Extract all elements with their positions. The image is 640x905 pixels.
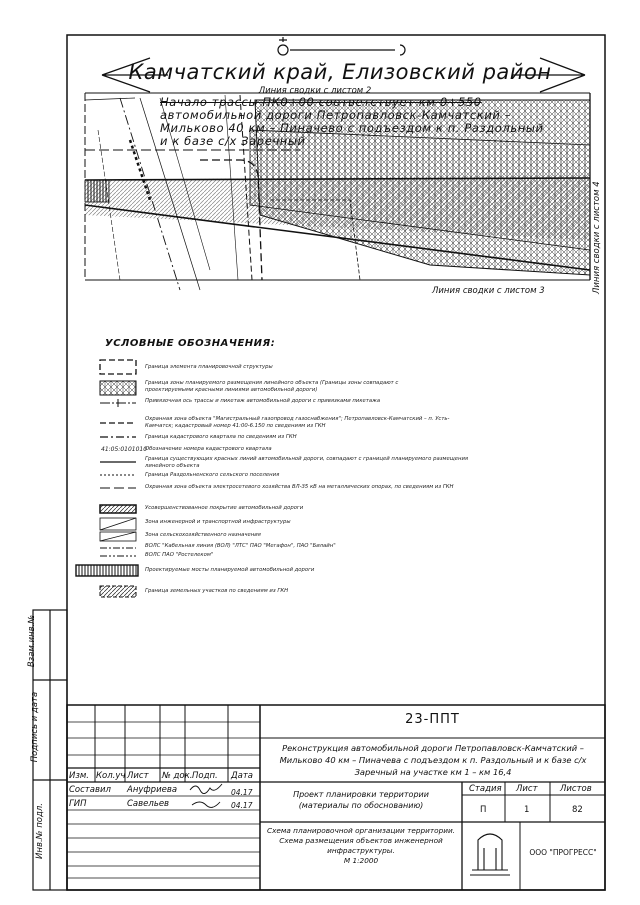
legend-item-12: Зона сельскохозяйственного назначения [145, 532, 261, 538]
scheme-desc-line: М 1:2000 [343, 856, 379, 865]
legend-title: УСЛОВНЫЕ ОБОЗНАЧЕНИЯ: [105, 338, 276, 349]
header-data: Дата [231, 771, 254, 781]
company-name: ООО "ПРОГРЕСС" [529, 848, 597, 857]
svodka-top-label: Линия сводки с листом 2 [258, 86, 372, 96]
legend-item-7: Граница существующих красных линий автомобильной дороги, совпадают с границей планируемого размещения линейного объекта [145, 456, 469, 469]
north-symbol-icon [278, 37, 405, 55]
row-role: ГИП [69, 799, 87, 809]
cadastral-quarter-number: 41:05:0101010 [101, 446, 148, 453]
header-list: Лист [127, 771, 149, 781]
project-desc-line: Проект планировки территории [293, 790, 429, 799]
scheme-desc-line: инфраструктуры. [327, 846, 395, 855]
project-desc [262, 789, 460, 811]
stage-value: П [480, 805, 487, 815]
legend-symbol-1 [100, 360, 136, 374]
header-izm: Изм. [69, 771, 89, 781]
legend-item-1: Граница элемента планировочной структуры [145, 364, 273, 370]
project-desc-line: (материалы по обоснованию) [298, 801, 424, 810]
listov-header: Листов [560, 784, 592, 794]
legend-item-16: Граница земельных участков по сведениям из ГКН [145, 588, 289, 594]
header-kol-uch: Кол.уч [96, 771, 126, 781]
legend-item-5: Граница кадастрового квартала по сведениям из ГКН [145, 434, 297, 440]
project-title-line: Мильково 40 км – Пиначева с подъездом к п. Раздольный и к базе с/х [279, 755, 587, 765]
scheme-desc-line: Схема размещения объектов инженерной [279, 836, 443, 845]
row-name: Ануфриева [127, 785, 178, 795]
legend-item-6: Обозначение номера кадастрового квартала [145, 446, 272, 452]
bridge-hatch [85, 180, 109, 202]
project-title [262, 742, 604, 778]
legend-symbol-10 [100, 505, 136, 513]
company-logo-icon [470, 834, 510, 875]
start-note-line: и к базе с/х Заречный [160, 134, 306, 148]
legend-symbol-2 [100, 381, 136, 395]
scheme-desc-line: Схема планировочной организации территории. [266, 826, 456, 835]
legend-item-8: Граница Раздольненского сельского поселения [145, 472, 280, 478]
legend-item-9: Охранная зона объекта электросетевого хозяйства ВЛ-35 кВ на металлических опорах, по сведениям из ГКН [145, 484, 454, 490]
legend-item-11: Зона инженерной и транспортной инфраструктуры [145, 519, 291, 525]
legend-item-15: Проектируемые мосты планируемой автомобильной дороги [145, 567, 315, 573]
listov-value: 82 [572, 805, 583, 815]
list-value: 1 [524, 805, 530, 815]
legend-symbols [76, 360, 138, 597]
region-title: Камчатский край, Елизовский район [128, 60, 552, 84]
document-code: 23-ППТ [405, 712, 460, 727]
svodka-right-label: Линия сводки с листом 4 [592, 181, 602, 294]
inv-podl-label: Инв.№ подл. [34, 803, 45, 859]
legend-item-4: Охранная зона объекта "Магистральный газопровод газоснабжения"; Петропавловск-Камчатский – п. Усть-Камчатск; кадастровый номер 41:00-6.150 по сведениям из ГКН [145, 416, 450, 429]
legend-item-3: Привязочная ось трассы и пикетаж автомобильной дороги с привязками пикетажа [145, 398, 381, 404]
stage-header: Стадия [469, 784, 502, 794]
legend-item-10: Усовершенствованное покрытие автомобильной дороги [145, 505, 304, 511]
legend-item-13: ВОЛС "Кабельная линия (ВОЛ) "ЛТС" ПАО "Мегафон", ПАО "Билайн" [145, 543, 336, 549]
podpis-data-label: Подпись и дата [30, 691, 41, 763]
start-note-line: Мильково 40 км – Пиначево с подъездом к п. Раздольный [160, 121, 544, 135]
start-note [160, 96, 590, 148]
scheme-desc [262, 826, 460, 866]
header-podp: Подп. [192, 771, 218, 781]
list-header: Лист [516, 784, 538, 794]
row-date: 04.17 [231, 801, 253, 810]
legend-symbol-16 [100, 586, 136, 597]
project-title-line: Заречный на участке км 1 – км 16,4 [354, 767, 512, 777]
project-title-line: Реконструкция автомобильной дороги Петропавловск-Камчатский – [282, 743, 584, 753]
row-role: Составил [69, 785, 111, 795]
start-note-line: автомобильной дороги Петропавловск-Камчатский – [160, 108, 512, 122]
legend-symbol-15 [76, 565, 138, 576]
header-doc: № док. [162, 771, 193, 781]
legend-item-2: Граница зоны планируемого размещения линейного объекта (Границы зоны совпадают с проектируемыми красными линиями автомобильной дороги) [145, 380, 399, 393]
vzam-inv-label: Взам.инв.№ [27, 614, 38, 668]
legend-item-14: ВОЛС ПАО "Ростелеком" [145, 552, 214, 558]
row-name: Савельев [127, 799, 170, 809]
start-note-line: Начало трассы ПК0+00 соответствует км 0+550 [160, 95, 482, 109]
row-date: 04.17 [231, 788, 253, 797]
svodka-bottom-label: Линия сводки с листом 3 [432, 286, 545, 296]
